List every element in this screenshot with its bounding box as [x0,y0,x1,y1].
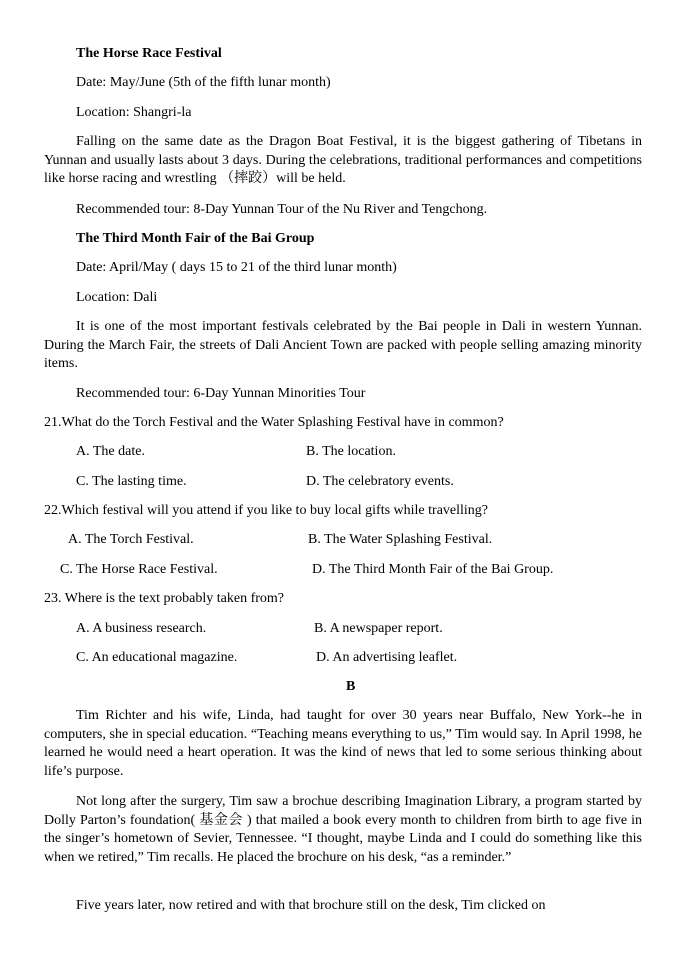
question-21-option-c: C. The lasting time. [76,474,187,489]
festival-tour-bai-fair: Recommended tour: 6-Day Yunnan Minorities Tour [76,386,366,401]
question-22-option-c: C. The Horse Race Festival. [60,562,218,577]
festival-location-bai-fair: Location: Dali [76,290,158,305]
question-23-stem: 23. Where is the text probably taken from? [44,591,284,606]
festival-heading-horse-race: The Horse Race Festival [76,46,222,61]
passage-b-paragraph-3: Five years later, now retired and with that brochure still on the desk, Tim clicked on [76,898,546,913]
passage-b-paragraph-1: Tim Richter and his wife, Linda, had taught for over 30 years near Buffalo, New York--he in computers, she in special education. “Teaching means everything to us,” Tim would say. In April 1998, he learned he would need a heart operation. It was the kind of news that led to some serious thinking about life’s purpose. [44,708,642,779]
passage-letter: B [346,679,356,694]
question-21-stem: 21.What do the Torch Festival and the Water Splashing Festival have in common? [44,415,504,430]
question-23-option-c: C. An educational magazine. [76,650,238,665]
question-23-option-a: A. A business research. [76,621,207,636]
question-23-option-b: B. A newspaper report. [314,621,443,636]
question-22-option-b: B. The Water Splashing Festival. [308,532,493,547]
question-22-option-a: A. The Torch Festival. [68,532,194,547]
passage-b-paragraph-2: Not long after the surgery, Tim saw a brochue describing Imagination Library, a program started by Dolly Parton’s foundation( 基金会 ) that mailed a book every month to children from birth to age five in the singer’s hometown of Sevier, Tennessee. “I thought, maybe Linda and I could do something like this when we retired,” Tim recalls. He placed the brochure on his desk, “as a reminder.” [44,794,642,865]
question-22-option-d: D. The Third Month Fair of the Bai Group. [312,562,554,577]
question-21-option-d: D. The celebratory events. [306,474,454,489]
question-21-option-b: B. The location. [306,444,396,459]
festival-heading-bai-fair: The Third Month Fair of the Bai Group [76,231,315,246]
festival-tour-horse-race: Recommended tour: 8-Day Yunnan Tour of the Nu River and Tengchong. [76,202,488,217]
question-21-option-a: A. The date. [76,444,145,459]
festival-description-bai-fair: It is one of the most important festivals celebrated by the Bai people in Dali in western Yunnan. During the March Fair, the streets of Dali Ancient Town are packed with people selling amazing minority items. [44,319,642,371]
question-23-option-d: D. An advertising leaflet. [316,650,458,665]
festival-date-horse-race: Date: May/June (5th of the fifth lunar month) [76,75,331,90]
festival-location-horse-race: Location: Shangri-la [76,105,192,120]
festival-description-horse-race: Falling on the same date as the Dragon Boat Festival, it is the biggest gathering of Tibetans in Yunnan and usually lasts about 3 days. During the celebrations, traditional performances and competitions like horse racing and wrestling （摔跤）will be held. [44,134,642,186]
festival-date-bai-fair: Date: April/May ( days 15 to 21 of the third lunar month) [76,260,397,275]
question-22-stem: 22.Which festival will you attend if you like to buy local gifts while travelling? [44,503,489,518]
